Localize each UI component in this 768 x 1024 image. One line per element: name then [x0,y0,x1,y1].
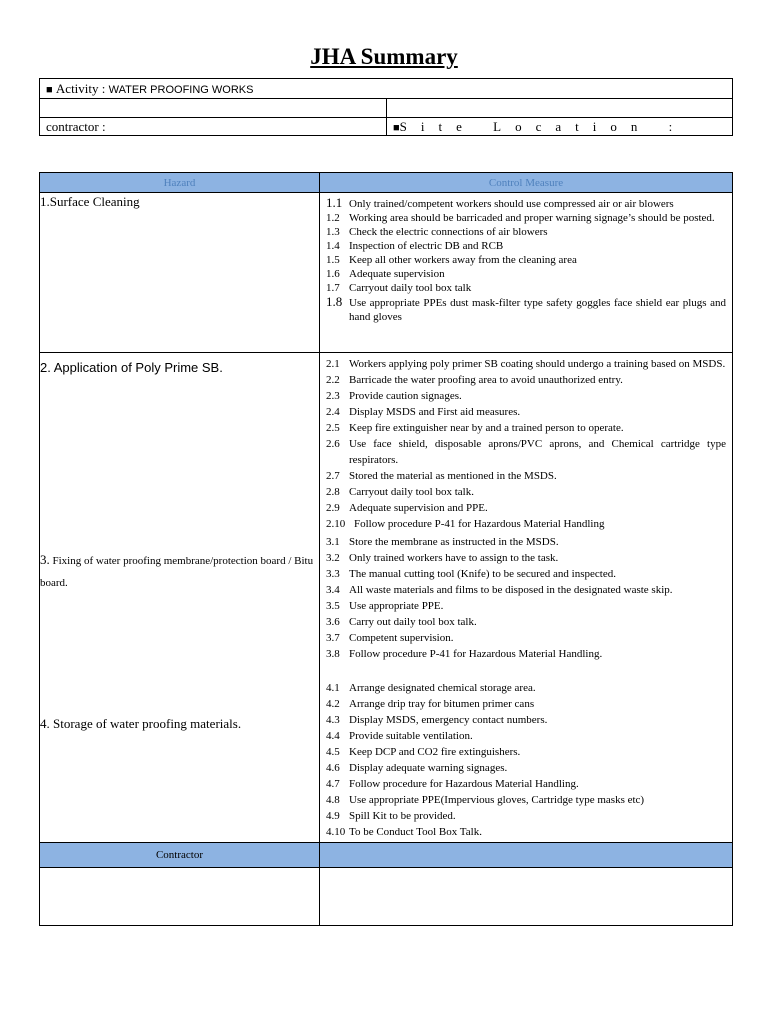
control-number: 4.9 [326,810,340,822]
control-item [326,267,726,281]
control-number: 2.1 [326,358,340,370]
hazard-cell [40,193,320,353]
control-number: 2.5 [326,422,340,434]
control-number: 4.2 [326,698,340,710]
page-title: JHA Summary [310,44,458,69]
activity-value: WATER PROOFING WORKS [108,83,254,96]
signature-row [40,868,733,926]
hazard-number: 2. [40,360,51,375]
contractor-footer-label: Contractor [40,843,320,868]
control-text: Keep fire extinguisher near by and a trained person to operate. [349,422,624,434]
site-location-cell [387,118,733,136]
control-number: 2.3 [326,390,340,402]
hazard-text [40,549,319,594]
control-text: Display adequate warning signages. [349,762,508,774]
control-text: The manual cutting tool (Knife) to be secured and inspected. [349,568,616,580]
control-number: 3.2 [326,552,340,564]
contractor-label: contractor : [46,118,106,134]
site-location-label: Site Location : [399,118,687,134]
control-item [326,808,726,824]
control-number: 3.6 [326,616,340,628]
control-item [326,468,726,484]
control-item [326,211,726,225]
control-text: Carry out daily tool box talk. [349,616,477,628]
control-item [326,550,726,566]
control-item [326,388,726,404]
control-text: Adequate supervision and PPE. [349,502,488,514]
control-number: 3.5 [326,600,340,612]
control-text: Follow procedure P-41 for Hazardous Material Handling. [349,648,603,660]
control-item [326,744,726,760]
activity-label: Activity : [55,80,106,96]
control-number: 1.1 [326,195,343,210]
hazard-text [40,715,319,733]
control-item [326,281,726,295]
control-text: Working area should be barricaded and proper warning signage’s should be posted. [349,212,715,224]
control-number: 1.6 [326,268,340,280]
signature-cell-right [320,868,733,926]
control-text: Display MSDS and First aid measures. [349,406,521,418]
control-item [326,484,726,500]
control-number: 1.5 [326,254,340,266]
header-table [39,78,733,136]
control-item [326,534,726,550]
hazard-cell [40,353,320,843]
control-text: Inspection of electric DB and RCB [349,240,504,252]
control-item [326,516,726,532]
control-number: 2.2 [326,374,340,386]
control-text: Use appropriate PPE. [349,600,444,612]
contractor-cell [40,118,387,136]
header-blank-left [40,99,387,118]
control-text: Competent supervision. [349,632,454,644]
control-cell [320,353,733,843]
control-item [326,420,726,436]
hazard-text [40,359,319,377]
hazard-label: Application of Poly Prime SB. [53,360,223,375]
control-text: Barricade the water proofing area to avoid unauthorized entry. [349,374,623,386]
control-number: 2.8 [326,486,340,498]
hazard-label: Storage of water proofing materials. [53,716,242,731]
control-number: 2.10 [326,518,346,530]
control-text: All waste materials and films to be disposed in the designated waste skip. [349,584,673,596]
hazard-row-1 [40,193,733,353]
site-bullet: ■ [393,121,400,134]
control-number: 2.9 [326,502,340,514]
control-number: 1.8 [326,294,343,309]
control-text: Provide suitable ventilation. [349,730,473,742]
control-number: 4.4 [326,730,340,742]
control-text: Carryout daily tool box talk. [349,486,474,498]
control-cell [320,193,733,353]
control-number: 4.3 [326,714,340,726]
hazard-label: Surface Cleaning [49,194,140,209]
control-item [326,614,726,630]
control-item [326,196,726,211]
control-number: 3.4 [326,584,340,596]
control-number: 2.7 [326,470,340,482]
hazard-number: 4. [40,716,50,731]
control-list [320,193,732,324]
control-item [326,630,726,646]
control-item [326,436,726,468]
hazard-number: 1. [40,194,50,209]
control-item [326,500,726,516]
control-text: Workers applying poly primer SB coating should undergo a training based on MSDS. [349,358,726,370]
activity-cell [40,79,733,99]
header-blank-right [387,99,733,118]
control-list [320,532,732,662]
control-text: Only trained/competent workers should use compressed air or air blowers [349,198,674,210]
control-item [326,372,726,388]
control-text: Only trained workers have to assign to the task. [349,552,559,564]
control-list [320,662,732,842]
control-text: Stored the material as mentioned in the MSDS. [349,470,557,482]
control-number: 2.4 [326,406,340,418]
control-number: 1.3 [326,226,340,238]
control-measure-column-header: Control Measure [320,173,733,193]
control-text: Follow procedure P-41 for Hazardous Material Handling [354,518,605,530]
control-number: 4.10 [326,826,346,838]
control-number: 3.3 [326,568,340,580]
control-item [326,728,726,744]
control-item [326,824,726,840]
jha-table [39,172,733,926]
control-list [320,353,732,532]
control-item [326,239,726,253]
contractor-row [40,843,733,868]
control-item [326,356,726,372]
control-number: 1.2 [326,212,340,224]
control-item [326,760,726,776]
control-number: 1.4 [326,240,340,252]
control-text: To be Conduct Tool Box Talk. [349,826,482,838]
activity-bullet: ■ [46,83,53,96]
hazard-group-2 [40,359,319,549]
hazard-group-4 [40,715,319,733]
control-number: 3.1 [326,536,340,548]
signature-cell-left [40,868,320,926]
hazard-number: 3. [40,552,50,567]
control-text: Use appropriate PPEs dust mask-filter type safety goggles face shield ear plugs and hand gloves [349,297,726,323]
control-item [326,566,726,582]
control-number: 4.7 [326,778,340,790]
control-number: 4.8 [326,794,340,806]
control-item [326,225,726,239]
control-item [326,253,726,267]
control-text: Use face shield, disposable aprons/PVC aprons, and Chemical cartridge type respirators. [349,438,726,466]
control-number: 4.1 [326,682,340,694]
contractor-footer-blank [320,843,733,868]
control-text: Keep DCP and CO2 fire extinguishers. [349,746,521,758]
control-item [326,582,726,598]
hazard-rows-2-4 [40,353,733,843]
control-number: 2.6 [326,438,340,450]
control-text: Provide caution signages. [349,390,462,402]
control-item [326,404,726,420]
control-number: 1.7 [326,282,340,294]
control-text: Keep all other workers away from the cleaning area [349,254,577,266]
control-text: Store the membrane as instructed in the MSDS. [349,536,559,548]
hazard-column-header: Hazard [40,173,320,193]
control-text: Adequate supervision [349,268,445,280]
control-text: Follow procedure for Hazardous Material Handling. [349,778,579,790]
control-item [326,598,726,614]
control-item [326,712,726,728]
control-text: Display MSDS, emergency contact numbers. [349,714,548,726]
hazard-text [40,193,319,211]
control-item [326,295,726,324]
control-text: Arrange drip tray for bitumen primer cans [349,698,535,710]
control-text: Spill Kit to be provided. [349,810,456,822]
control-item [326,646,726,662]
control-number: 4.6 [326,762,340,774]
control-text: Check the electric connections of air blowers [349,226,548,238]
control-item [326,696,726,712]
control-item [326,776,726,792]
control-text: Carryout daily tool box talk [349,282,472,294]
control-text: Arrange designated chemical storage area. [349,682,536,694]
control-number: 4.5 [326,746,340,758]
control-item [326,792,726,808]
hazard-group-3 [40,549,319,715]
control-text: Use appropriate PPE(Impervious gloves, Cartridge type masks etc) [349,794,645,806]
control-number: 3.8 [326,648,340,660]
control-item [326,680,726,696]
control-number: 3.7 [326,632,340,644]
hazard-label: Fixing of water proofing membrane/protection board / Bitu board. [40,555,314,589]
